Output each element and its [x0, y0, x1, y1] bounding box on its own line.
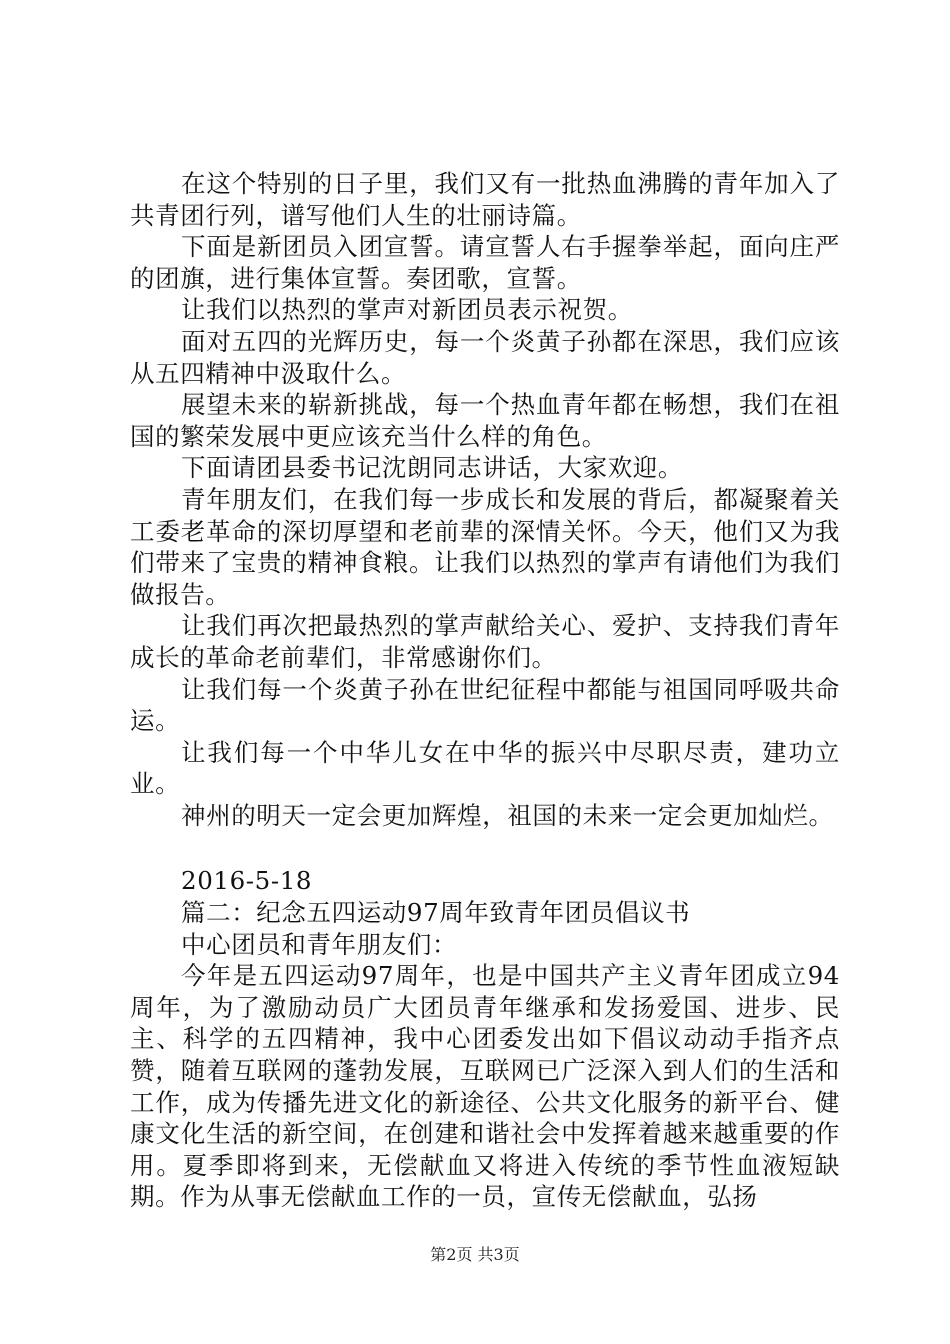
- paragraph: 下面请团县委书记沈朗同志讲话，大家欢迎。: [181, 453, 683, 483]
- paragraph: 面对五四的光辉历史，每一个炎黄子孙都在深思，我们应该从五四精神中汲取什么。: [130, 326, 840, 388]
- paragraph: 让我们再次把最热烈的掌声献给关心、爱护、支持我们青年成长的革命老前辈们，非常感谢你们。: [130, 611, 840, 672]
- paragraph: 让我们以热烈的掌声对新团员表示祝贺。: [181, 295, 633, 325]
- paragraph: 青年朋友们，在我们每一步成长和发展的背后，都凝聚着关工委老革命的深切厚望和老前辈的深情关怀。今天，他们又为我们带来了宝贵的精神食粮。让我们以热烈的掌声有请他们为我们做报告。: [130, 484, 840, 609]
- section-title: 篇二：纪念五四运动97周年致青年团员倡议书: [181, 898, 691, 928]
- document-body: [130, 168, 840, 1213]
- paragraph: 展望未来的崭新挑战，每一个热血青年都在畅想，我们在祖国的繁荣发展中更应该充当什么样的角色。: [130, 390, 840, 451]
- paragraph: 神州的明天一定会更加辉煌，祖国的未来一定会更加灿烂。: [181, 800, 834, 830]
- paragraph: 让我们每一个炎黄子孙在世纪征程中都能与祖国同呼吸共命运。: [130, 674, 840, 736]
- page-number-footer: 第2页 共3页: [430, 1245, 520, 1264]
- document-date: 2016-5-18: [181, 866, 313, 896]
- paragraph: 今年是五四运动97周年，也是中国共产主义青年团成立94周年，为了激励动员广大团员青年继承和发扬爱国、进步、民主、科学的五四精神，我中心团委发出如下倡议动动手指齐点赞，随着互联网的蓬勃发展，互联网已广泛深入到人们的生活和工作，成为传播先进文化的新途径、公共文化服务的新平台、健康文化生活的新空间，在创建和谐社会中发挥着越来越重要的作用。夏季即将到来，无偿献血又将进入传统的季节性血液短缺期。作为从事无偿献血工作的一员，宣传无偿献血，弘扬: [130, 961, 840, 1212]
- paragraph: 下面是新团员入团宣誓。请宣誓人右手握拳举起，面向庄严的团旗，进行集体宣誓。奏团歌，宣誓。: [130, 232, 840, 293]
- paragraph: 让我们每一个中华儿女在中华的振兴中尽职尽责，建功立业。: [130, 737, 840, 799]
- paragraph: 在这个特别的日子里，我们又有一批热血沸腾的青年加入了共青团行列，谱写他们人生的壮丽诗篇。: [130, 169, 840, 230]
- salutation: 中心团员和青年朋友们：: [181, 929, 458, 959]
